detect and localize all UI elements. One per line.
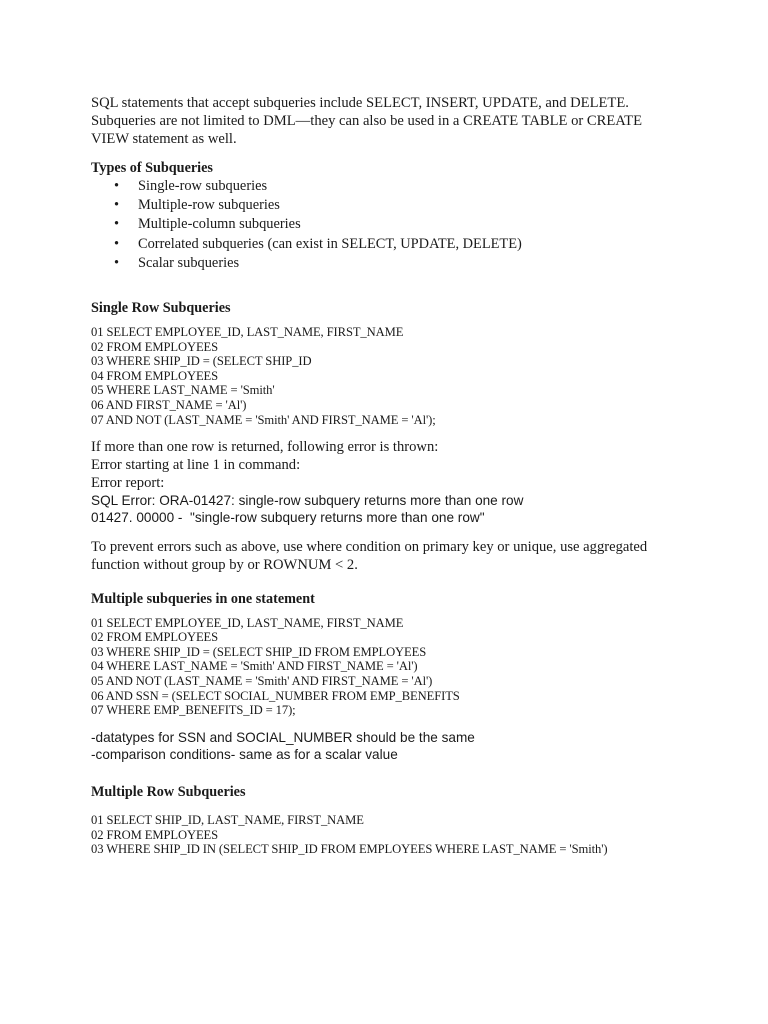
types-heading: Types of Subqueries [91, 160, 213, 176]
list-item: • Multiple-row subqueries [91, 196, 681, 215]
single-row-code [91, 325, 681, 427]
text-line: Error report: [91, 475, 165, 492]
code-line: 03 WHERE SHIP_ID = (SELECT SHIP_ID FROM EMPLOYEES [91, 644, 427, 659]
bullet-icon: • [114, 235, 120, 252]
code-line: 03 WHERE SHIP_ID = (SELECT SHIP_ID [91, 354, 312, 369]
multiple-row-code [91, 813, 681, 857]
multiple-in-one-code [91, 616, 681, 718]
list-item: • Correlated subqueries (can exist in SELECT, UPDATE, DELETE) [91, 235, 681, 254]
bullet-icon: • [114, 216, 120, 233]
intro-paragraph [91, 94, 681, 148]
bullet-icon: • [114, 178, 120, 194]
error-detail [91, 492, 681, 526]
bullet-icon: • [114, 197, 120, 214]
code-line: 07 WHERE EMP_BENEFITS_ID = 17); [91, 703, 296, 718]
text-line: If more than one row is returned, following error is thrown: [91, 439, 439, 456]
code-line: 07 AND NOT (LAST_NAME = 'Smith' AND FIRST_NAME = 'Al'); [91, 412, 436, 427]
code-line: 01 SELECT SHIP_ID, LAST_NAME, FIRST_NAME [91, 813, 364, 828]
text-line: 01427. 00000 - "single-row subquery returns more than one row" [91, 510, 485, 526]
text-line: To prevent errors such as above, use where condition on primary key or unique, use aggregated [91, 538, 648, 555]
code-line: 06 AND FIRST_NAME = 'Al') [91, 397, 247, 412]
types-list [91, 177, 681, 273]
single-row-heading: Single Row Subqueries [91, 300, 231, 317]
code-line: 05 WHERE LAST_NAME = 'Smith' [91, 383, 275, 398]
document-page [91, 94, 681, 857]
intro-line: SQL statements that accept subqueries include SELECT, INSERT, UPDATE, and DELETE. [91, 95, 629, 111]
code-line: 02 FROM EMPLOYEES [91, 827, 219, 842]
prevent-paragraph [91, 538, 681, 574]
code-line: 01 SELECT EMPLOYEE_ID, LAST_NAME, FIRST_NAME [91, 325, 404, 340]
list-item: • Multiple-column subqueries [91, 215, 681, 234]
bullet-icon: • [114, 254, 120, 271]
text-line: -datatypes for SSN and SOCIAL_NUMBER should be the same [91, 729, 475, 745]
code-line: 06 AND SSN = (SELECT SOCIAL_NUMBER FROM EMP_BENEFITS [91, 688, 460, 703]
code-line: 04 FROM EMPLOYEES [91, 368, 219, 383]
code-line: 03 WHERE SHIP_ID IN (SELECT SHIP_ID FROM EMPLOYEES WHERE LAST_NAME = 'Smith') [91, 842, 608, 857]
code-line: 04 WHERE LAST_NAME = 'Smith' AND FIRST_NAME = 'Al') [91, 659, 418, 674]
list-item: • Scalar subqueries [91, 254, 681, 273]
multiple-row-heading: Multiple Row Subqueries [91, 784, 246, 801]
code-line: 05 AND NOT (LAST_NAME = 'Smith' AND FIRST_NAME = 'Al') [91, 673, 433, 688]
text-line: Error starting at line 1 in command: [91, 457, 301, 474]
notes [91, 729, 681, 763]
multiple-in-one-heading: Multiple subqueries in one statement [91, 590, 315, 607]
code-line: 02 FROM EMPLOYEES [91, 339, 219, 354]
text-line: SQL Error: ORA-01427: single-row subquery returns more than one row [91, 493, 524, 509]
text-line: function without group by or ROWNUM < 2. [91, 556, 358, 573]
error-description [91, 438, 681, 492]
intro-line: Subqueries are not limited to DML—they can also be used in a CREATE TABLE or CREATE [91, 113, 643, 129]
text-line: -comparison conditions- same as for a scalar value [91, 746, 398, 762]
list-item: • Single-row subqueries [91, 177, 681, 196]
code-line: 02 FROM EMPLOYEES [91, 630, 219, 645]
code-line: 01 SELECT EMPLOYEE_ID, LAST_NAME, FIRST_NAME [91, 615, 404, 630]
intro-line: VIEW statement as well. [91, 131, 237, 147]
